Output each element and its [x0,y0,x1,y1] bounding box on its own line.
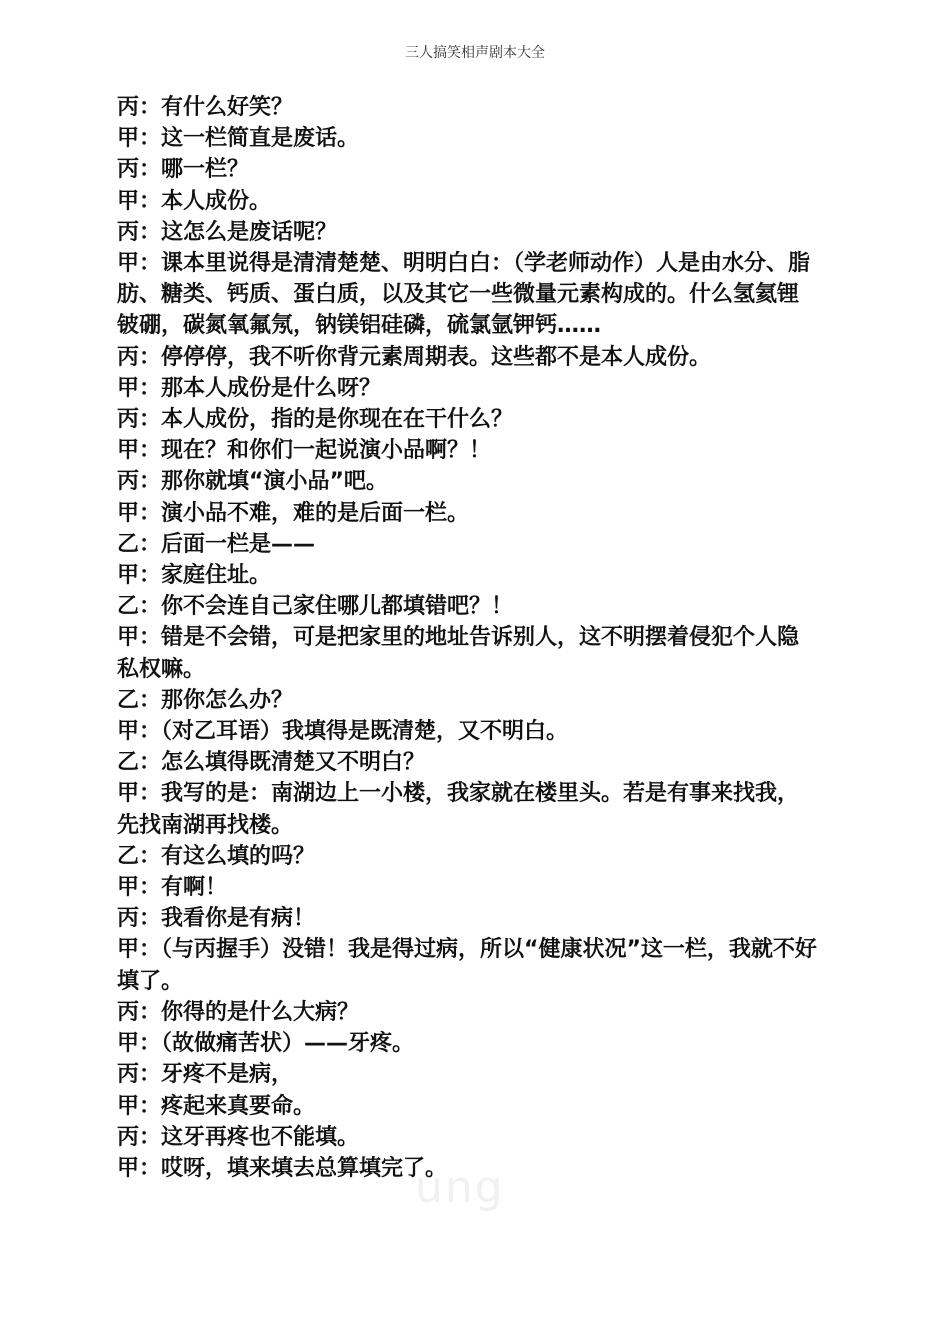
dialogue-line: 甲：有啊！ [117,875,228,901]
dialogue-line: 甲：课本里说得是清清楚楚、明明白白：（学老师动作）人是由水分、脂肪、糖类、钙质、蛋白质，以及其它一些微量元素构成的。什么氢氦锂铍硼，碳氮氧氟氖，钠镁铝硅磷，硫氯氩钾钙…… [117,251,811,339]
dialogue-line: 丙：停停停，我不听你背元素周期表。这些都不是本人成份。 [117,344,712,370]
dialogue-line: 丙：那你就填“演小品”吧。 [117,469,388,495]
script-body [117,92,817,1184]
dialogue-line: 丙：本人成份，指的是你现在在干什么？ [117,407,514,433]
dialogue-line: 丙：哪一栏？ [117,157,250,183]
watermark-text: ung [415,1162,505,1213]
dialogue-line: 丙：牙疼不是病， [117,1062,294,1088]
dialogue-line: 甲：（对乙耳语）我填得是既清楚，又不明白。 [117,719,569,745]
dialogue-line: 甲：演小品不难，难的是后面一栏。 [117,500,470,526]
page-header: 三人搞笑相声剧本大全 [405,45,545,61]
dialogue-line: 甲：（与丙握手）没错！我是得过病，所以“健康状况”这一栏，我就不好填了。 [117,937,817,994]
dialogue-line: 丙：有什么好笑？ [117,95,294,120]
dialogue-line: 甲：本人成份。 [117,188,272,214]
dialogue-line: 乙：后面一栏是—— [117,531,316,557]
dialogue-line: 乙：怎么填得既清楚又不明白？ [117,750,426,776]
dialogue-line: 丙：我看你是有病！ [117,906,316,932]
dialogue-line: 甲：疼起来真要命。 [117,1093,316,1119]
dialogue-line: 乙：有这么填的吗？ [117,843,316,869]
dialogue-line: 甲：现在？和你们一起说演小品啊？！ [117,438,492,464]
dialogue-line: 乙：你不会连自己家住哪儿都填错吧？！ [117,594,514,620]
dialogue-line: 乙：那你怎么办？ [117,687,294,713]
dialogue-line: 丙：这牙再疼也不能填。 [117,1124,360,1150]
dialogue-line: 丙：你得的是什么大病？ [117,999,360,1025]
dialogue-line: 甲：哎呀，填来填去总算填完了。 [117,1155,448,1181]
dialogue-line: 丙：这怎么是废话呢？ [117,219,338,245]
dialogue-line: 甲：错是不会错，可是把家里的地址告诉别人，这不明摆着侵犯个人隐私权嘛。 [117,625,800,682]
dialogue-line: 甲：我写的是：南湖边上一小楼，我家就在楼里头。若是有事来找我，先找南湖再找楼。 [117,781,800,838]
dialogue-line: 甲：（故做痛苦状）——牙疼。 [117,1031,415,1057]
dialogue-line: 甲：这一栏简直是废话。 [117,126,360,152]
dialogue-line: 甲：那本人成份是什么呀？ [117,375,382,401]
dialogue-line: 甲：家庭住址。 [117,563,272,589]
